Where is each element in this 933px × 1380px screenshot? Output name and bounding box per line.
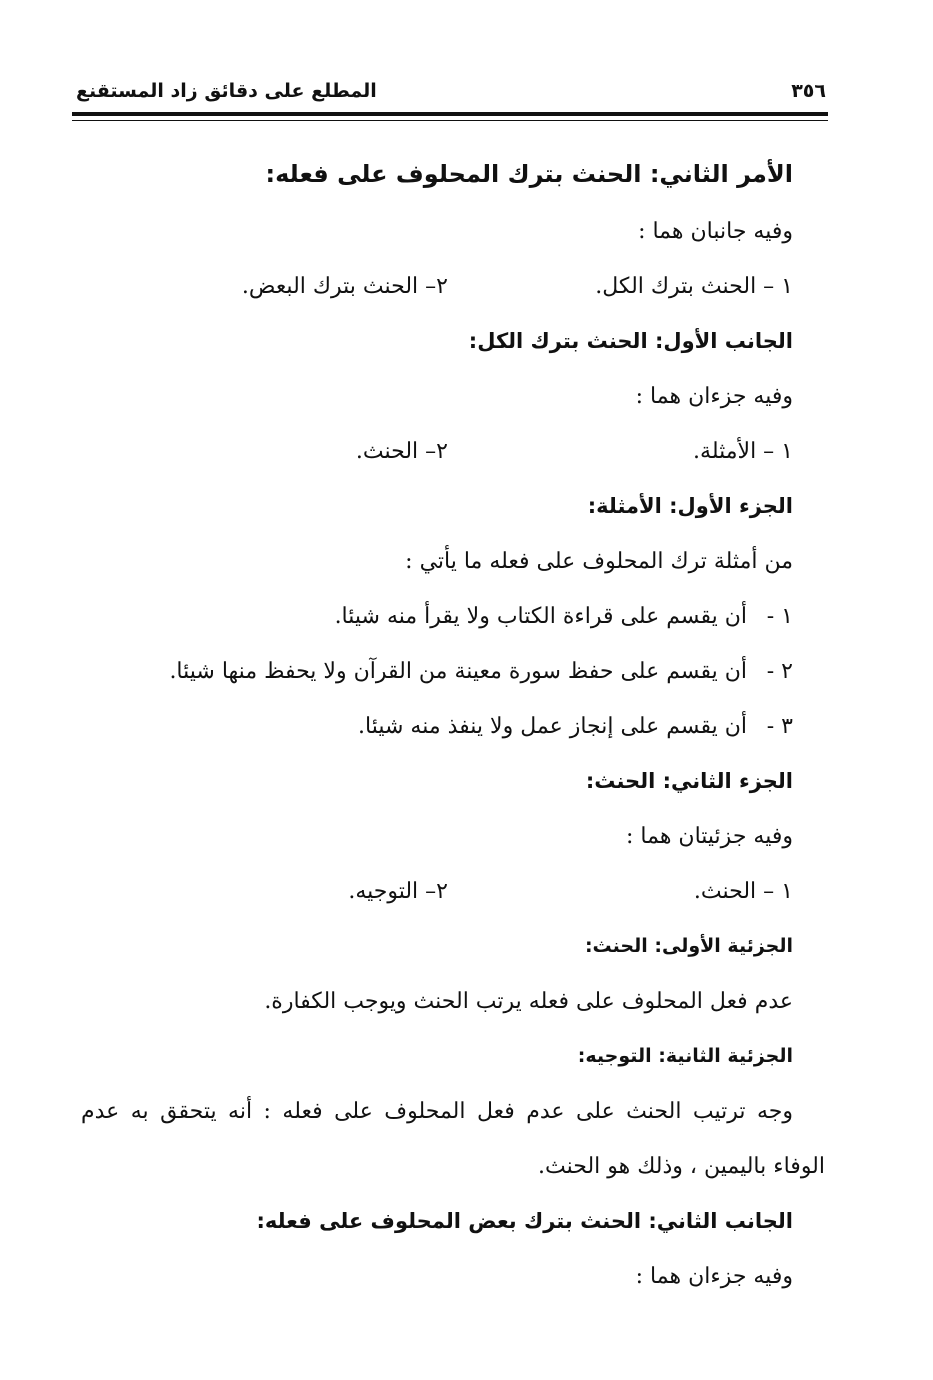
two-column-list: [73, 259, 793, 314]
list-item: [73, 589, 793, 644]
list-item: ٢– التوجيه.: [348, 879, 448, 904]
paragraph: وفيه جزءان هما :: [635, 1264, 793, 1289]
list-item: ٢– الحنث بترك البعض.: [241, 274, 448, 299]
subsection-heading: الجانب الأول: الحنث بترك الكل:: [468, 329, 793, 353]
running-title: المطلع على دقائق زاد المستقنع: [76, 80, 377, 102]
list-text: أن يقسم على قراءة الكتاب ولا يقرأ منه شيئا.: [334, 604, 747, 629]
paragraph: وفيه جزئيتان هما :: [626, 824, 793, 849]
list-item: ١ – الحنث.: [693, 879, 793, 904]
paragraph: وجه ترتيب الحنث على عدم فعل المحلوف على فعله : أنه يتحقق به عدم: [81, 1099, 793, 1124]
list-item: ١ – الحنث بترك الكل.: [595, 274, 793, 299]
paragraph: وفيه جزءان هما :: [635, 384, 793, 409]
paragraph: عدم فعل المحلوف على فعله يرتب الحنث ويوجب الكفارة.: [264, 989, 793, 1014]
paragraph: وفيه جانبان هما :: [638, 219, 793, 244]
section-heading: الأمر الثاني: الحنث بترك المحلوف على فعله:: [265, 160, 793, 188]
list-number: ٣ -: [766, 714, 793, 739]
list-number: ١ -: [766, 604, 793, 629]
subsection-heading: الجزئية الأولى: الحنث:: [584, 935, 793, 957]
page-body: [73, 144, 825, 1304]
header-rule-thin: [72, 120, 828, 121]
section-heading: الجانب الثاني: الحنث بترك بعض المحلوف على فعله:: [256, 1209, 793, 1233]
list-item: ٢– الحنث.: [355, 439, 448, 464]
header-rule-thick: [72, 112, 828, 116]
subsection-heading: الجزء الثاني: الحنث:: [585, 769, 793, 793]
list-item: ١ – الأمثلة.: [693, 439, 793, 464]
paragraph: من أمثلة ترك المحلوف على فعله ما يأتي :: [405, 549, 793, 574]
list-text: أن يقسم على إنجاز عمل ولا ينفذ منه شيئا.: [358, 714, 747, 739]
subsection-heading: الجزء الأول: الأمثلة:: [587, 494, 793, 518]
subsection-heading: الجزئية الثانية: التوجيه:: [577, 1045, 793, 1067]
page-number: ٣٥٦: [791, 80, 826, 102]
paragraph-continuation: الوفاء باليمين ، وذلك هو الحنث.: [538, 1154, 825, 1179]
list-item: [73, 699, 793, 754]
list-text: أن يقسم على حفظ سورة معينة من القرآن ولا يحفظ منها شيئا.: [169, 659, 747, 684]
list-number: ٢ -: [766, 659, 793, 684]
page-header: [76, 74, 826, 108]
list-item: [73, 644, 793, 699]
two-column-list: [73, 424, 793, 479]
two-column-list: [73, 864, 793, 919]
